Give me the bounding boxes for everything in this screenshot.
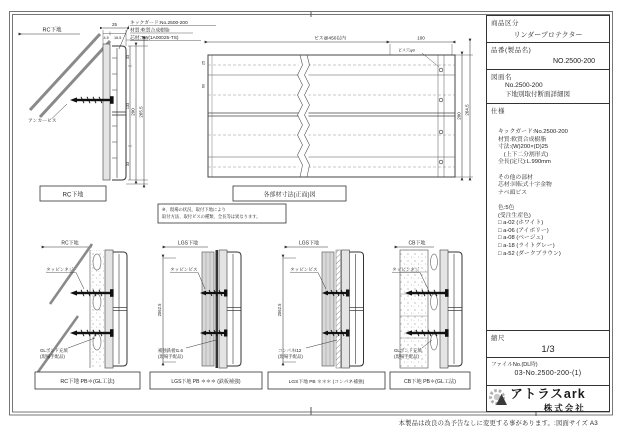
dim-text: 100: [417, 35, 425, 41]
spec-line: [498, 167, 609, 175]
dim-text: 200: [130, 108, 136, 116]
detail-rc-gl: [35, 240, 140, 390]
note-text: 取付方法、取付ビスの種類、全長等は異なります。: [162, 214, 261, 219]
rc-wall-hatch: [30, 34, 110, 117]
protector-profile: [448, 252, 462, 366]
detail-caption: RC下地 PB＊(GL工法): [60, 379, 115, 385]
protector-profile: [112, 46, 126, 180]
leader-text: 芯材:TW(1A00025-TS): [130, 36, 179, 41]
lgs-stud: [202, 252, 214, 366]
spec-list: [487, 129, 609, 258]
detail-top-label: CB下地: [408, 240, 426, 247]
detail-caption: LGS下地 PB ＊＊＊ (コンパネ補強): [288, 380, 365, 385]
leader-text: キックガード:No.2500-200: [130, 21, 188, 26]
side-dimension: [283, 258, 296, 362]
dim-text: 264.5: [464, 104, 470, 116]
company-name: アトラスark: [510, 386, 586, 401]
field-label: 商品区分: [491, 20, 519, 27]
detail-top-label: LGS下地: [298, 240, 320, 247]
field-label: 縮尺: [491, 335, 505, 342]
wall-label: RC下地: [42, 27, 62, 34]
note-text: ※、現場の状況、取付下地により: [162, 207, 226, 212]
spec-line: 材質:軟質合成樹脂: [498, 136, 546, 143]
spec-line: 色:5色: [498, 204, 515, 211]
title-block-drawing-name: [486, 69, 610, 104]
footer-note: 本製品は改良の為予告なしに変更する事があります。:図面サイズ A3: [398, 420, 598, 427]
spec-line: (受注生産色): [498, 212, 531, 219]
spec-line: 全長(定尺):L.990mm: [498, 159, 551, 166]
hole-label: ビス穴φ9: [398, 47, 415, 53]
dim-text: 25: [201, 60, 206, 66]
detail-bottom-label: GLボンド充填: [40, 348, 68, 353]
scale-value: 1/3: [541, 344, 555, 355]
field-label: ファイルNo.(DL時): [491, 362, 538, 368]
detail-caption: CB下地 PB＊(GL工法): [404, 379, 456, 385]
dim-text: 33: [126, 161, 130, 167]
screw-label: アンカービス: [28, 119, 57, 124]
dim-text: 2062.5: [277, 303, 282, 317]
plywood-strip: [336, 250, 341, 368]
title-block-file-no: [486, 357, 610, 386]
protector-profile: [350, 252, 364, 366]
detail-lgs-plywood: [268, 240, 385, 390]
spec-line: □ a-08 (ベージュ): [498, 235, 544, 242]
pb-board: [105, 250, 113, 368]
dim-text: 16.5: [114, 36, 122, 40]
spec-line: その他の部材: [498, 174, 533, 181]
spec-line: [498, 197, 609, 205]
spec-line: 芯材:回転式十字金物: [498, 182, 552, 189]
field-label: 仕様: [491, 108, 505, 115]
detail-mid-label: タッピンネジ: [392, 267, 420, 272]
dim-text: 200: [456, 112, 462, 120]
detail-mid-label: タッピンビス: [170, 267, 198, 272]
pb-board: [103, 44, 110, 180]
dim-text: 60: [201, 83, 206, 89]
detail-bottom-label: (現場手配品): [158, 354, 183, 359]
spec-line: □ a-06 (アイボリー): [498, 227, 549, 234]
detail-mid-label: タッピンビス: [290, 267, 318, 272]
part-leader-note: [119, 20, 216, 49]
dim-text: 265.5: [138, 106, 144, 118]
side-dimension: [163, 258, 176, 362]
field-label: 品番(製品名): [491, 47, 532, 54]
protector-profile: [113, 252, 127, 366]
title-block-scale: [486, 330, 610, 358]
dim-text: 4.5: [103, 36, 109, 40]
protector-profile: [227, 252, 241, 366]
leader-text: 材質:軟質合成樹脂: [130, 28, 170, 34]
spec-line: (上下二分割形式): [498, 151, 549, 158]
company-type: 株式会社: [543, 402, 586, 413]
part-no-value: NO.2500-200: [552, 58, 595, 65]
steel-plate: [216, 250, 219, 368]
detail-bottom-label: (現場手配品): [40, 354, 65, 359]
detail-cb-gl: [390, 240, 470, 390]
detail-bottom-label: 補強鉄板t1.6: [158, 348, 183, 353]
lgs-stud: [322, 252, 334, 366]
spec-line: □ a-52 (ダークブラウン): [498, 250, 561, 257]
drawing-name-line1: No.2500-200: [505, 82, 543, 89]
spec-line: 寸法:(W)200×(D)25: [498, 144, 549, 151]
dim-text: 33: [126, 54, 130, 60]
detail-lgs-steel: [150, 240, 262, 390]
gl-bond-dabs: [93, 254, 101, 350]
spec-line: ナベ頭ビス: [498, 189, 527, 196]
pb-board: [440, 250, 448, 368]
view-caption: RC下地: [62, 192, 84, 199]
pb-board: [342, 250, 350, 368]
dim-text: 25: [111, 22, 118, 27]
spec-line: □ a-02 (ホワイト): [498, 220, 544, 227]
field-label: 図面名: [491, 74, 512, 81]
spec-line: キックガード:No.2500-200: [498, 129, 568, 135]
detail-bottom-label: (現場手配品): [394, 354, 419, 359]
dim-text: 2062.5: [157, 303, 162, 317]
detail-mid-label: タッピンネジ: [46, 267, 74, 272]
spec-line: □ a-18 (ライトグレー): [498, 242, 555, 249]
site-note: [158, 204, 286, 223]
file-no-value: 03-No.2500-200-(1): [514, 370, 582, 377]
title-block-part-no: [486, 42, 610, 70]
detail-top-label: RC下地: [61, 240, 79, 247]
title-block-product-category: [486, 15, 610, 43]
front-elevation-view: [202, 35, 474, 202]
detail-bottom-label: GLボンド充填: [394, 348, 422, 353]
detail-bottom-label: (現場手配品): [278, 354, 303, 359]
section-detail-view: [22, 20, 216, 201]
pb-board: [219, 250, 227, 368]
detail-bottom-label: コンパネt12: [278, 348, 302, 353]
product-category-value: リンダープロテクター: [513, 32, 583, 39]
drawing-name-line2: 下地別取付断面詳細図: [505, 91, 570, 98]
title-block-spec: [486, 103, 610, 331]
break-lines: [298, 55, 310, 177]
dim-text: 133: [126, 102, 130, 110]
company-logo-icon: [487, 386, 511, 408]
detail-caption: LGS下地 PB ＊＊＊ (鉄板補強): [171, 379, 241, 385]
detail-top-label: LGS下地: [177, 240, 199, 247]
view-caption: 各部材寸法(正面)図: [263, 192, 316, 199]
pitch-label: ビス@450以内: [313, 36, 347, 42]
title-block-company: [486, 385, 610, 412]
